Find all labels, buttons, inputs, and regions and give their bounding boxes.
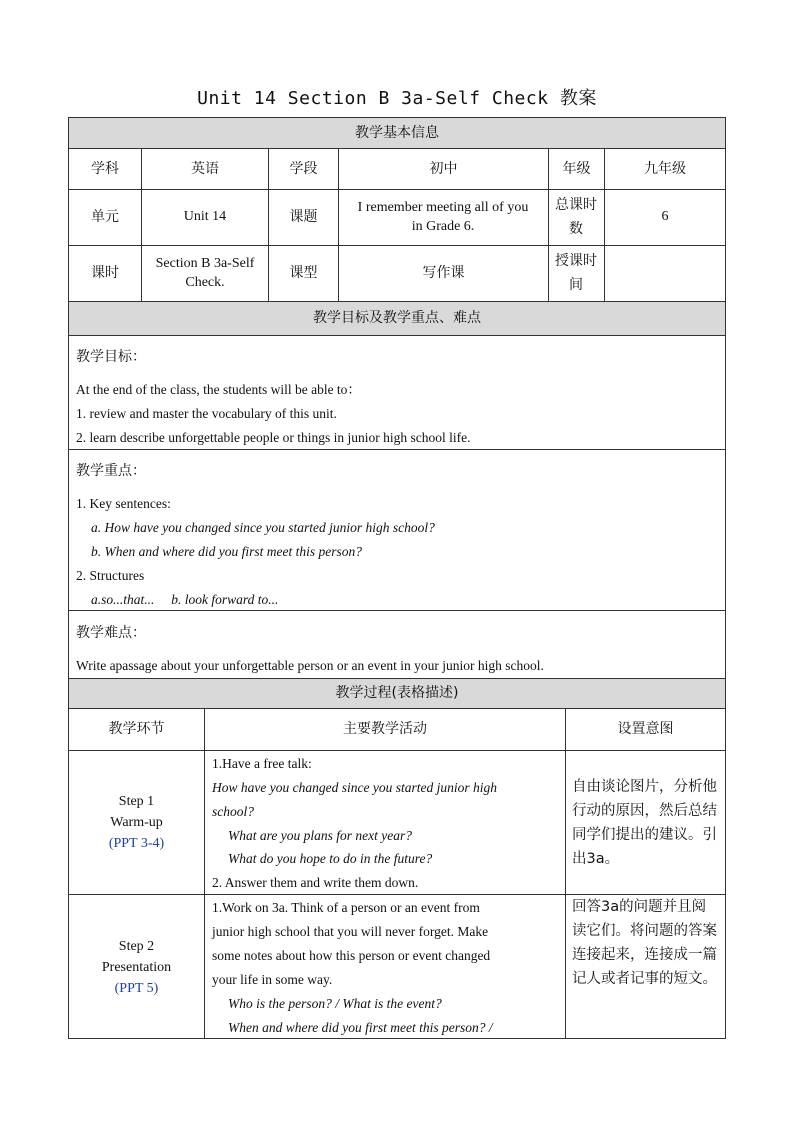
- step-1-name: Step 1: [118, 794, 155, 809]
- unit-label: 单元: [91, 209, 119, 226]
- step-2-cell: [69, 895, 204, 1039]
- type-label: 课型: [289, 265, 318, 282]
- step-2-activity-2: junior high school that you will never forget. Make: [212, 924, 489, 939]
- basic-info-heading: 教学基本信息: [355, 124, 439, 141]
- col-header-step: 教学环节: [108, 721, 165, 738]
- difficulties-heading: 教学难点：: [76, 625, 146, 641]
- key-points-line-1: 1. Key sentences:: [76, 496, 171, 511]
- step-1-activity-4: What are you plans for next year?: [228, 828, 412, 843]
- key-points-heading: 教学重点：: [76, 463, 146, 479]
- key-points-line-4: 2. Structures: [76, 568, 145, 583]
- grade-value: 九年级: [644, 160, 686, 177]
- step-1-intent: 自由谈论图片，分析他行动的原因，然后总结同学们提出的建议。引出3a。: [572, 779, 717, 867]
- goals-heading: 教学目标及教学重点、难点: [313, 310, 481, 327]
- period-label: 课时: [91, 265, 119, 282]
- step-2-ppt: (PPT 5): [114, 980, 159, 996]
- objectives-heading: 教学目标：: [76, 349, 146, 365]
- stage-label: 学段: [289, 160, 318, 177]
- objectives-line-2: 1. review and master the vocabulary of this unit.: [76, 406, 337, 421]
- type-value: 写作课: [422, 265, 465, 282]
- teaching-time-value: [605, 246, 725, 301]
- key-points-line-3: b. When and where did you first meet this person?: [91, 544, 362, 559]
- difficulties-line: Write apassage about your unforgettable person or an event in your junior high school.: [76, 658, 544, 673]
- process-heading: 教学过程(表格描述): [335, 685, 459, 702]
- step-1-cell: [69, 751, 204, 894]
- objectives-line-3: 2. learn describe unforgettable people or things in junior high school life.: [76, 430, 471, 445]
- step-2-activity-3: some notes about how this person or event changed: [212, 948, 491, 963]
- step-2-activity-6: When and where did you first meet this person? /: [228, 1020, 493, 1035]
- col-header-intent: 设置意图: [617, 721, 674, 738]
- period-value: Section B 3a-Self Check.: [155, 255, 255, 290]
- step-1-ppt: (PPT 3-4): [108, 836, 165, 851]
- subject-value: 英语: [191, 160, 219, 177]
- step-2-subtitle: Presentation: [101, 959, 172, 975]
- key-points-line-5: a.so...that... b. look forward to...: [91, 592, 279, 607]
- step-2-name: Step 2: [118, 938, 155, 954]
- objectives-line-1: At the end of the class, the students will be able to：: [76, 382, 361, 397]
- document-title: Unit 14 Section B 3a-Self Check 教案: [197, 88, 597, 109]
- step-2-activity-5: Who is the person? / What is the event?: [228, 996, 442, 1011]
- total-periods-label: 总课时数: [555, 196, 597, 237]
- topic-label: 课题: [289, 209, 318, 226]
- step-1-activity-5: What do you hope to do in the future?: [228, 851, 433, 866]
- col-header-activity: 主要教学活动: [343, 721, 427, 738]
- key-points-line-2: a. How have you changed since you started junior high school?: [91, 520, 435, 535]
- unit-value: Unit 14: [183, 209, 227, 225]
- step-1-activity-3: school?: [212, 804, 254, 819]
- total-periods-value: 6: [661, 209, 669, 225]
- step-2-activity-4: your life in some way.: [212, 972, 333, 987]
- step-2-activity-1: 1.Work on 3a. Think of a person or an event from: [212, 900, 480, 915]
- grade-label: 年级: [562, 160, 591, 177]
- step-1-activity-1: 1.Have a free talk:: [212, 756, 312, 771]
- step-1-subtitle: Warm-up: [110, 815, 163, 830]
- subject-label: 学科: [91, 160, 119, 177]
- step-1-activity-2: How have you changed since you started junior high: [212, 780, 497, 795]
- teaching-time-label: 授课时间: [555, 252, 597, 293]
- topic-value: I remember meeting all of you in Grade 6.: [357, 199, 529, 234]
- stage-value: 初中: [429, 160, 458, 177]
- step-2-intent: 回答3a的问题并且阅读它们。将问题的答案连接起来，连接成一篇记人或者记事的短文。: [572, 899, 717, 987]
- step-1-activity-6: 2. Answer them and write them down.: [212, 875, 419, 890]
